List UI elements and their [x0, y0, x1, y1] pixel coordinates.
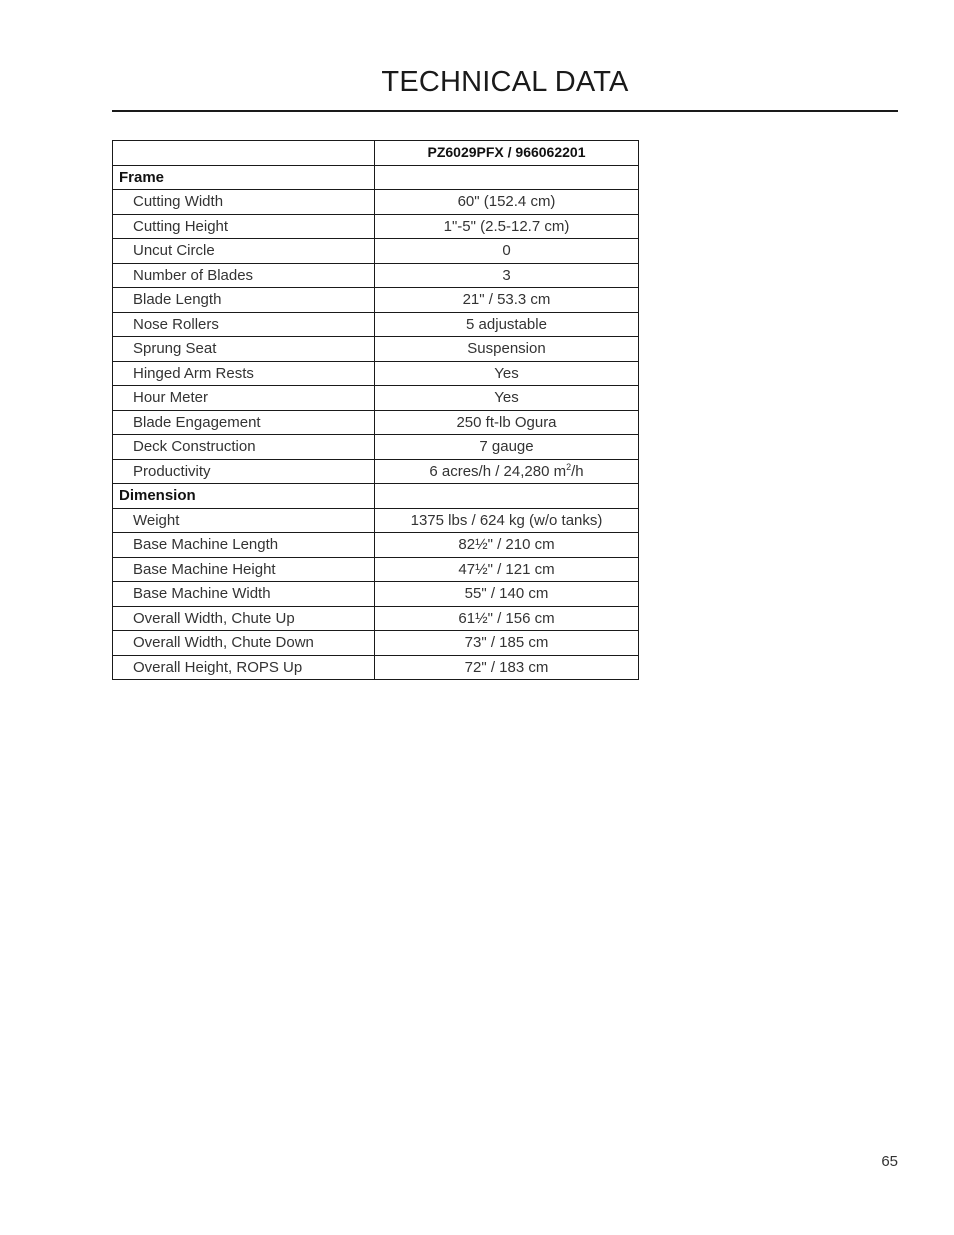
- spec-value: 47½" / 121 cm: [375, 557, 639, 582]
- section-empty-cell: [375, 165, 639, 190]
- table-row: [113, 288, 639, 313]
- spec-label: Overall Height, ROPS Up: [113, 655, 375, 680]
- table-row: [113, 386, 639, 411]
- table-row: [113, 459, 639, 484]
- table-row: [113, 582, 639, 607]
- spec-label: Hour Meter: [113, 386, 375, 411]
- table-row: [113, 655, 639, 680]
- table-row: [113, 508, 639, 533]
- spec-value: 73" / 185 cm: [375, 631, 639, 656]
- table-row: [113, 239, 639, 264]
- spec-label: Uncut Circle: [113, 239, 375, 264]
- spec-value: 72" / 183 cm: [375, 655, 639, 680]
- table-row: [113, 557, 639, 582]
- spec-value: 250 ft-lb Ogura: [375, 410, 639, 435]
- spec-value: 21" / 53.3 cm: [375, 288, 639, 313]
- spec-label: Nose Rollers: [113, 312, 375, 337]
- productivity-value-suffix: /h: [571, 462, 584, 480]
- spec-value: 1375 lbs / 624 kg (w/o tanks): [375, 508, 639, 533]
- spec-value: 82½" / 210 cm: [375, 533, 639, 558]
- spec-label: Cutting Height: [113, 214, 375, 239]
- technical-data-table: [112, 140, 639, 680]
- spec-label: Overall Width, Chute Up: [113, 606, 375, 631]
- spec-label: Blade Length: [113, 288, 375, 313]
- spec-value: 61½" / 156 cm: [375, 606, 639, 631]
- spec-value: 7 gauge: [375, 435, 639, 460]
- spec-label: Sprung Seat: [113, 337, 375, 362]
- model-header: PZ6029PFX / 966062201: [375, 141, 639, 166]
- spec-value-productivity: [375, 459, 639, 484]
- table-row: [113, 533, 639, 558]
- spec-value: 5 adjustable: [375, 312, 639, 337]
- spec-value: 3: [375, 263, 639, 288]
- spec-value: Yes: [375, 361, 639, 386]
- table-row: [113, 435, 639, 460]
- spec-label: Weight: [113, 508, 375, 533]
- table-header-row: [113, 141, 639, 166]
- table-row: [113, 312, 639, 337]
- spec-value: Suspension: [375, 337, 639, 362]
- spec-label: Blade Engagement: [113, 410, 375, 435]
- spec-value: 0: [375, 239, 639, 264]
- section-title: Frame: [113, 165, 375, 190]
- spec-label: Deck Construction: [113, 435, 375, 460]
- table-row: [113, 214, 639, 239]
- spec-label: Base Machine Length: [113, 533, 375, 558]
- spec-value: 1"-5" (2.5-12.7 cm): [375, 214, 639, 239]
- spec-label: Productivity: [113, 459, 375, 484]
- section-empty-cell: [375, 484, 639, 509]
- table-row: [113, 337, 639, 362]
- section-row-frame: [113, 165, 639, 190]
- spec-label: Hinged Arm Rests: [113, 361, 375, 386]
- spec-label: Overall Width, Chute Down: [113, 631, 375, 656]
- table-row: [113, 606, 639, 631]
- spec-label: Number of Blades: [113, 263, 375, 288]
- spec-label: Base Machine Height: [113, 557, 375, 582]
- spec-value: 60" (152.4 cm): [375, 190, 639, 215]
- section-row-dimension: [113, 484, 639, 509]
- spec-value: 55" / 140 cm: [375, 582, 639, 607]
- table-row: [113, 631, 639, 656]
- spec-value: Yes: [375, 386, 639, 411]
- table-row: [113, 361, 639, 386]
- squared-superscript: 2: [566, 461, 572, 472]
- spec-label: Cutting Width: [113, 190, 375, 215]
- table-row: [113, 410, 639, 435]
- productivity-value-prefix: 6 acres/h / 24,280 m: [429, 462, 567, 480]
- page-number: 65: [881, 1153, 898, 1170]
- title-divider: [112, 110, 898, 112]
- table-row: [113, 190, 639, 215]
- table-row: [113, 263, 639, 288]
- page-title: TECHNICAL DATA: [381, 66, 629, 98]
- header-label-cell: [113, 141, 375, 166]
- section-title: Dimension: [113, 484, 375, 509]
- spec-label: Base Machine Width: [113, 582, 375, 607]
